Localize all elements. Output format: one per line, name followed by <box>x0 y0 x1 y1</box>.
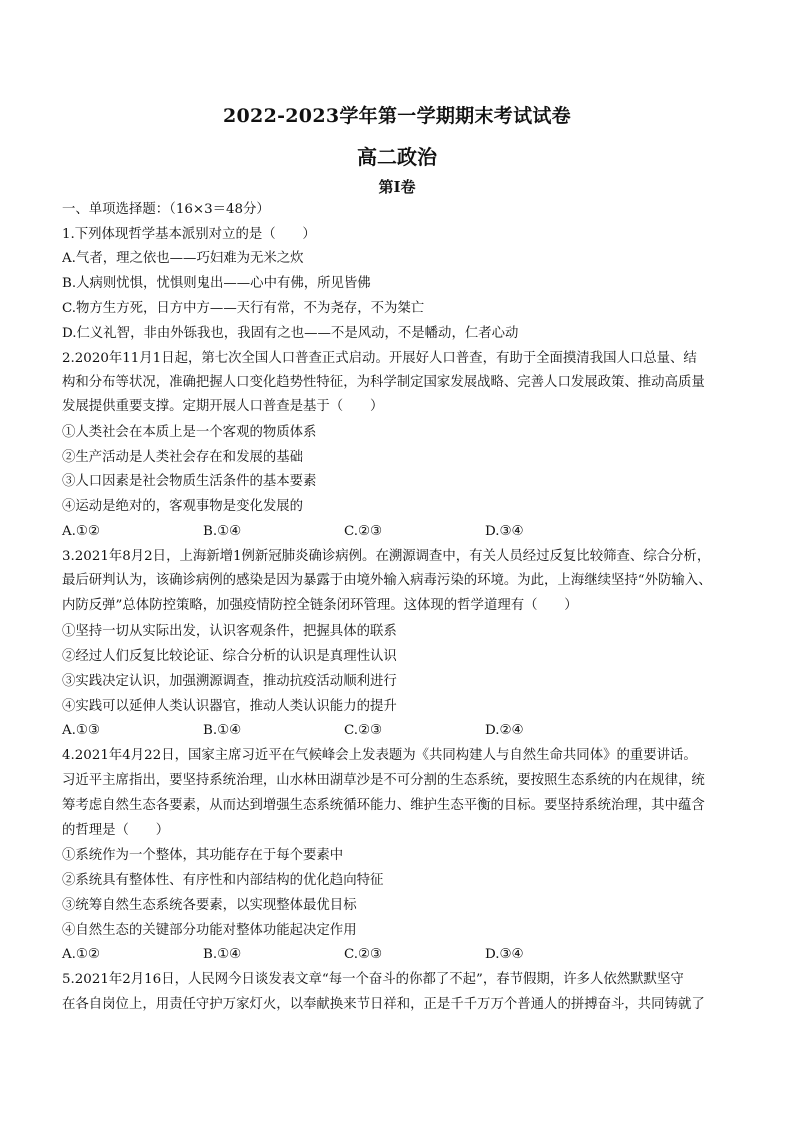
question-3-stem-line-3: 内防反弹”总体防控策略，加强疫情防控全链条闭环管理。这体现的哲学道理有（ ） <box>62 598 578 613</box>
option-c: C.②③ <box>344 524 383 539</box>
subject-title: 高二政治 <box>357 145 437 169</box>
question-3-stem-line-1: 3.2021年8月2日，上海新增1例新冠肺炎确诊病例。在溯源调查中，有关人员经过反复比较筛查、综合分析， <box>62 549 711 564</box>
question-3-item-3: ③实践决定认识，加强溯源调查，推动抗疫活动顺利进行 <box>62 674 397 689</box>
section-heading: 一、单项选择题：（16×3＝48分） <box>62 202 270 217</box>
option-d: D.③④ <box>485 524 524 539</box>
option-b: B.①④ <box>203 947 242 962</box>
question-3-item-4: ④实践可以延伸人类认识器官，推动人类认识能力的提升 <box>62 699 397 714</box>
question-5-stem-line-1: 5.2021年2月16日，人民网今日谈发表文章“每一个奋斗的你都了不起”，春节假期，许多人依然默默坚守 <box>62 972 684 987</box>
question-2-options <box>62 523 738 541</box>
question-3-item-2: ②经过人们反复比较论证、综合分析的认识是真理性认识 <box>62 649 397 664</box>
exam-title: 2022-2023学年第一学期期末考试试卷 <box>223 105 571 127</box>
question-1-choice-b: B.人病则忧惧，忧惧则鬼出——心中有佛，所见皆佛 <box>62 276 371 291</box>
question-2-item-4: ④运动是绝对的，客观事物是变化发展的 <box>62 499 304 514</box>
option-b: B.①④ <box>203 723 242 738</box>
question-2-item-2: ②生产活动是人类社会存在和发展的基础 <box>62 450 304 465</box>
volume-title: 第I卷 <box>378 178 416 196</box>
question-3-item-1: ①坚持一切从实际出发，认识客观条件，把握具体的联系 <box>62 624 397 639</box>
question-4-item-3: ③统筹自然生态系统各要素，以实现整体最优目标 <box>62 898 357 913</box>
question-4-stem-line-1: 4.2021年4月22日，国家主席习近平在气候峰会上发表题为《共同构建人与自然生命共同体》的重要讲话。 <box>62 748 697 763</box>
question-2-stem-line-1: 2.2020年11月1日起，第七次全国人口普查正式启动。开展好人口普查，有助于全面摸清我国人口总量、结 <box>62 351 697 366</box>
question-4-item-1: ①系统作为一个整体，其功能存在于每个要素中 <box>62 848 344 863</box>
question-4-stem-line-3: 筹考虑自然生态各要素，从而达到增强生态系统循环能力、维护生态平衡的目标。要坚持系统治理，其中蕴含 <box>62 798 705 813</box>
question-4-item-4: ④自然生态的关键部分功能对整体功能起决定作用 <box>62 923 357 938</box>
question-5-stem-line-2: 在各自岗位上，用责任守护万家灯火，以奉献换来节日祥和，正是千千万万个普通人的拼搏奋斗，共同铸就了 <box>62 997 705 1012</box>
question-1-choice-a: A.气者，理之依也——巧妇难为无米之炊 <box>62 251 304 266</box>
question-2-stem-line-2: 构和分布等状况，准确把握人口变化趋势性特征，为科学制定国家发展战略、完善人口发展政策、推动高质量 <box>62 375 705 390</box>
question-3-stem-line-2: 最后研判认为，该确诊病例的感染是因为暴露于由境外输入病毒污染的环境。为此，上海继续坚持“外防输入、 <box>62 573 712 588</box>
question-1-stem: 1.下列体现哲学基本派别对立的是（ ） <box>62 227 316 242</box>
option-a: A.①② <box>62 524 100 539</box>
question-4-options <box>62 946 738 964</box>
option-d: D.③④ <box>485 947 524 962</box>
question-1-choice-c: C.物方生方死，日方中方——天行有常，不为尧存，不为桀亡 <box>62 301 425 316</box>
option-c: C.②③ <box>344 947 383 962</box>
question-4-item-2: ②系统具有整体性、有序性和内部结构的优化趋向特征 <box>62 873 384 888</box>
question-2-stem-line-3: 发展提供重要支撑。定期开展人口普查是基于（ ） <box>62 399 384 414</box>
option-c: C.②③ <box>344 723 383 738</box>
option-d: D.②④ <box>485 723 524 738</box>
question-3-options <box>62 722 738 740</box>
question-4-stem-line-4: 的哲理是（ ） <box>62 823 170 838</box>
option-a: A.①③ <box>62 723 100 738</box>
option-b: B.①④ <box>203 524 242 539</box>
question-2-item-3: ③人口因素是社会物质生活条件的基本要素 <box>62 474 317 489</box>
question-1-choice-d: D.仁义礼智，非由外铄我也，我固有之也——不是风动，不是幡动，仁者心动 <box>62 326 519 341</box>
question-4-stem-line-2: 习近平主席指出，要坚持系统治理，山水林田湖草沙是不可分割的生态系统，要按照生态系统的内在规律，统 <box>62 773 705 788</box>
question-2-item-1: ①人类社会在本质上是一个客观的物质体系 <box>62 425 317 440</box>
option-a: A.①② <box>62 947 100 962</box>
